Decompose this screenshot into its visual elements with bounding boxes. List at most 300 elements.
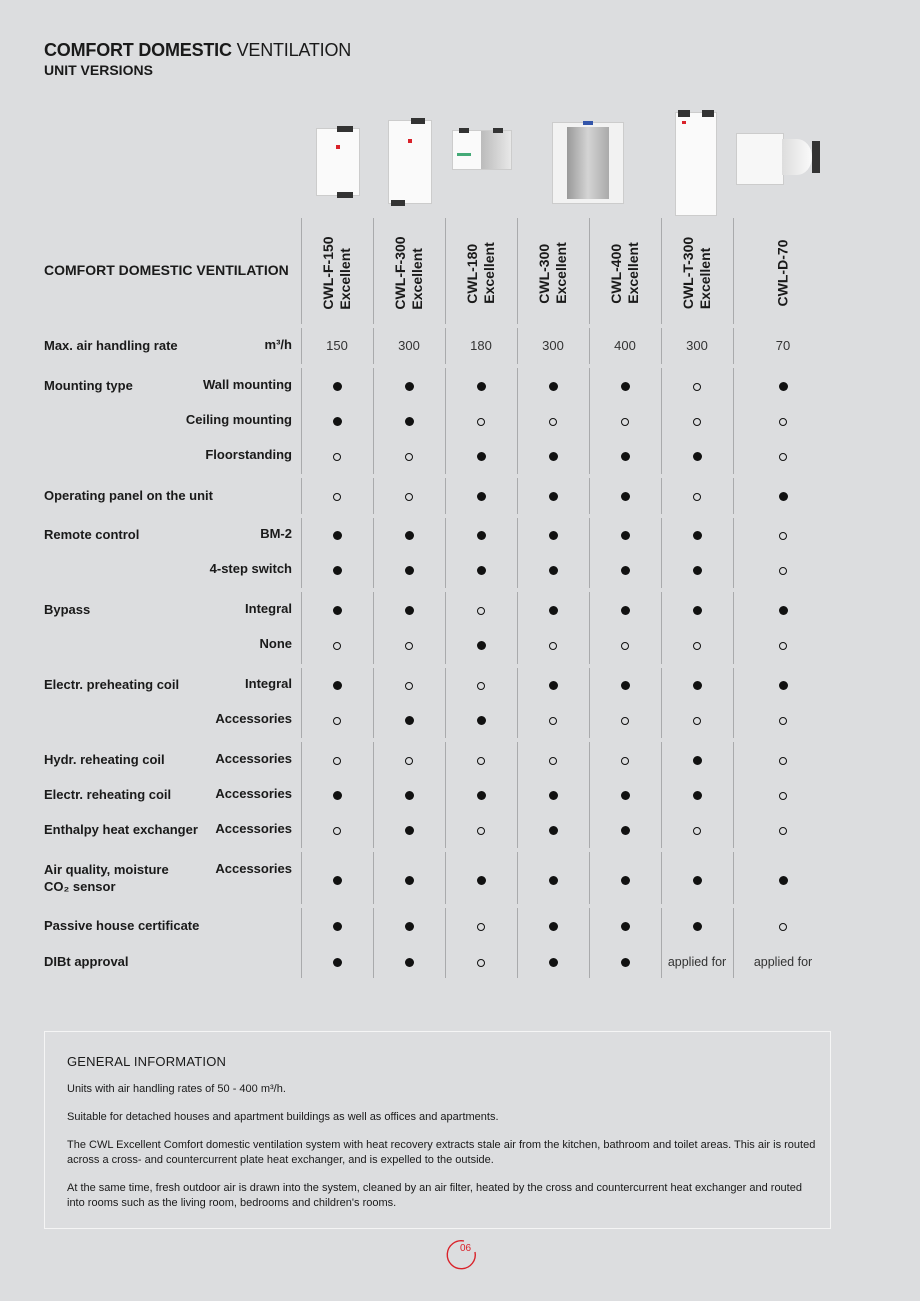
empty-dot-icon	[779, 532, 787, 540]
table-cell	[445, 601, 517, 618]
empty-dot-icon	[621, 642, 629, 650]
filled-dot-icon	[477, 791, 486, 800]
table-cell	[445, 751, 517, 768]
filled-dot-icon	[405, 417, 414, 426]
table-cell	[733, 917, 833, 934]
filled-dot-icon	[621, 791, 630, 800]
table-cell	[517, 601, 589, 618]
row-label-text: Electr. reheating coil	[44, 787, 172, 802]
empty-dot-icon	[693, 493, 701, 501]
table-cell	[373, 636, 445, 653]
table-cell	[661, 953, 733, 971]
empty-dot-icon	[779, 453, 787, 461]
row-sublabel: Accessories	[215, 821, 292, 836]
filled-dot-icon	[549, 492, 558, 501]
empty-dot-icon	[779, 757, 787, 765]
table-cell	[301, 377, 373, 394]
info-paragraph-1: Units with air handling rates of 50 - 400 m³/h.	[67, 1083, 286, 1095]
table-cell	[301, 636, 373, 653]
filled-dot-icon	[477, 531, 486, 540]
table-cell	[733, 412, 833, 429]
table-cell	[373, 337, 445, 354]
row-sublabel: Integral	[245, 676, 292, 691]
filled-dot-icon	[779, 606, 788, 615]
table-cell	[445, 676, 517, 693]
table-cell	[733, 786, 833, 803]
info-paragraph-2: Suitable for detached houses and apartment buildings as well as offices and apartments.	[67, 1111, 499, 1123]
table-cell	[589, 751, 661, 768]
cell-value: 180	[470, 338, 492, 353]
column-header-variant: Excellent	[481, 242, 497, 304]
table-cell	[445, 871, 517, 888]
filled-dot-icon	[621, 452, 630, 461]
filled-dot-icon	[549, 922, 558, 931]
empty-dot-icon	[333, 453, 341, 461]
row-sublabel: 4-step switch	[209, 561, 292, 576]
filled-dot-icon	[621, 382, 630, 391]
table-cell	[517, 953, 589, 970]
table-cell	[517, 676, 589, 693]
filled-dot-icon	[333, 958, 342, 967]
empty-dot-icon	[333, 642, 341, 650]
filled-dot-icon	[549, 826, 558, 835]
empty-dot-icon	[477, 682, 485, 690]
column-header-variant: Excellent	[337, 248, 353, 310]
row-label	[44, 786, 171, 803]
table-cell	[733, 337, 833, 354]
filled-dot-icon	[477, 452, 486, 461]
empty-dot-icon	[779, 923, 787, 931]
row-label-text: Mounting type	[44, 378, 133, 393]
row-label-text: Max. air handling rate	[44, 338, 178, 353]
filled-dot-icon	[549, 606, 558, 615]
filled-dot-icon	[333, 531, 342, 540]
empty-dot-icon	[779, 418, 787, 426]
row-label-text: Enthalpy heat exchanger	[44, 822, 198, 837]
filled-dot-icon	[333, 922, 342, 931]
table-cell	[373, 676, 445, 693]
table-cell	[589, 377, 661, 394]
table-cell	[733, 601, 833, 618]
row-label	[44, 953, 129, 970]
table-cell	[301, 487, 373, 504]
empty-dot-icon	[693, 717, 701, 725]
filled-dot-icon	[405, 958, 414, 967]
filled-dot-icon	[333, 566, 342, 575]
filled-dot-icon	[333, 791, 342, 800]
unit-image-cwl-300	[552, 122, 624, 204]
table-cell	[373, 561, 445, 578]
table-cell	[301, 871, 373, 888]
empty-dot-icon	[477, 607, 485, 615]
page-number-text: 06	[460, 1243, 472, 1254]
cell-value: applied for	[667, 955, 727, 969]
table-cell	[589, 447, 661, 464]
row-label-text: Electr. preheating coil	[44, 677, 180, 692]
table-cell	[301, 412, 373, 429]
column-header-cwl-t-300	[661, 218, 733, 328]
page-subtitle: UNIT VERSIONS	[44, 62, 153, 78]
column-header-model: CWL-F-150	[320, 236, 336, 310]
table-cell	[517, 487, 589, 504]
empty-dot-icon	[477, 827, 485, 835]
table-cell	[589, 821, 661, 838]
table-cell	[373, 953, 445, 970]
table-cell	[589, 953, 661, 970]
filled-dot-icon	[621, 531, 630, 540]
filled-dot-icon	[693, 531, 702, 540]
table-cell	[301, 953, 373, 970]
filled-dot-icon	[693, 681, 702, 690]
empty-dot-icon	[405, 453, 413, 461]
empty-dot-icon	[333, 757, 341, 765]
table-cell	[301, 821, 373, 838]
table-cell	[589, 337, 661, 354]
table-cell	[733, 711, 833, 728]
filled-dot-icon	[693, 791, 702, 800]
empty-dot-icon	[693, 642, 701, 650]
table-cell	[445, 487, 517, 504]
table-cell	[373, 711, 445, 728]
empty-dot-icon	[405, 682, 413, 690]
info-paragraph-3: The CWL Excellent Comfort domestic ventilation system with heat recovery extracts stale air from the kitchen, bathroom and toilet areas. This air is routed across a cross- and countercurrent plate heat exchanger, and is expelled to the outside.	[67, 1139, 816, 1166]
row-sublabel: Wall mounting	[202, 377, 292, 392]
filled-dot-icon	[621, 681, 630, 690]
table-cell	[661, 601, 733, 618]
table-cell	[445, 337, 517, 354]
filled-dot-icon	[549, 958, 558, 967]
table-cell	[373, 601, 445, 618]
table-cell	[301, 711, 373, 728]
row-label-text: Hydr. reheating coil	[44, 752, 165, 767]
cell-value: 150	[326, 338, 348, 353]
column-header-cwl-f-300	[373, 218, 445, 328]
table-cell	[445, 526, 517, 543]
table-cell	[661, 786, 733, 803]
empty-dot-icon	[477, 418, 485, 426]
table-cell	[661, 821, 733, 838]
table-cell	[661, 711, 733, 728]
row-label	[44, 377, 133, 394]
empty-dot-icon	[477, 757, 485, 765]
table-cell	[517, 377, 589, 394]
filled-dot-icon	[333, 417, 342, 426]
column-header-variant: Excellent	[553, 242, 569, 304]
row-label	[44, 917, 199, 934]
empty-dot-icon	[333, 827, 341, 835]
row-sublabel: Accessories	[215, 786, 292, 801]
page-title-light: VENTILATION	[231, 40, 352, 60]
table-cell	[517, 636, 589, 653]
row-sublabel: None	[259, 636, 292, 651]
filled-dot-icon	[549, 681, 558, 690]
table-cell	[373, 821, 445, 838]
filled-dot-icon	[621, 922, 630, 931]
empty-dot-icon	[549, 418, 557, 426]
table-cell	[589, 676, 661, 693]
cell-value: applied for	[753, 955, 813, 969]
table-cell	[733, 953, 833, 971]
empty-dot-icon	[779, 567, 787, 575]
row-label	[44, 526, 139, 543]
row-sublabel: m³/h	[264, 337, 292, 352]
filled-dot-icon	[621, 606, 630, 615]
table-cell	[661, 676, 733, 693]
filled-dot-icon	[477, 492, 486, 501]
table-cell	[733, 561, 833, 578]
filled-dot-icon	[333, 606, 342, 615]
table-cell	[373, 786, 445, 803]
table-cell	[301, 917, 373, 934]
column-header-cwl-d-70	[733, 218, 833, 328]
empty-dot-icon	[405, 642, 413, 650]
filled-dot-icon	[621, 826, 630, 835]
row-label	[44, 601, 90, 618]
table-cell	[517, 337, 589, 354]
table-cell	[733, 636, 833, 653]
table-cell	[733, 821, 833, 838]
filled-dot-icon	[693, 756, 702, 765]
empty-dot-icon	[779, 827, 787, 835]
filled-dot-icon	[333, 681, 342, 690]
table-cell	[517, 751, 589, 768]
table-cell	[445, 917, 517, 934]
filled-dot-icon	[333, 382, 342, 391]
table-cell	[733, 751, 833, 768]
table-cell	[733, 377, 833, 394]
table-cell	[301, 447, 373, 464]
table-cell	[445, 711, 517, 728]
column-header-model: CWL-D-70	[774, 239, 791, 307]
row-label	[44, 676, 179, 693]
table-cell	[661, 377, 733, 394]
filled-dot-icon	[779, 492, 788, 501]
table-cell	[661, 447, 733, 464]
filled-dot-icon	[693, 922, 702, 931]
row-label-text: Operating panel on the unit	[44, 488, 213, 503]
empty-dot-icon	[621, 757, 629, 765]
column-header-cwl-300	[517, 218, 589, 328]
filled-dot-icon	[779, 681, 788, 690]
table-cell	[517, 871, 589, 888]
table-cell	[301, 676, 373, 693]
filled-dot-icon	[405, 876, 414, 885]
table-cell	[301, 751, 373, 768]
table-cell	[517, 447, 589, 464]
cell-value: 300	[686, 338, 708, 353]
table-cell	[661, 636, 733, 653]
row-sublabel: BM-2	[260, 526, 292, 541]
table-cell	[733, 447, 833, 464]
filled-dot-icon	[405, 791, 414, 800]
table-title: COMFORT DOMESTIC VENTILATION	[44, 262, 289, 278]
table-cell	[445, 786, 517, 803]
table-cell	[373, 447, 445, 464]
row-label-text: Air quality, moisture	[44, 862, 169, 877]
empty-dot-icon	[693, 827, 701, 835]
table-cell	[589, 561, 661, 578]
filled-dot-icon	[549, 791, 558, 800]
filled-dot-icon	[477, 716, 486, 725]
filled-dot-icon	[405, 606, 414, 615]
filled-dot-icon	[405, 382, 414, 391]
filled-dot-icon	[693, 566, 702, 575]
page-title-bold: COMFORT DOMESTIC	[44, 40, 232, 60]
table-cell	[373, 412, 445, 429]
row-label	[44, 751, 165, 768]
table-cell	[661, 487, 733, 504]
filled-dot-icon	[477, 876, 486, 885]
filled-dot-icon	[549, 566, 558, 575]
table-cell	[589, 601, 661, 618]
table-cell	[733, 676, 833, 693]
column-header-cwl-180	[445, 218, 517, 328]
filled-dot-icon	[549, 531, 558, 540]
empty-dot-icon	[549, 642, 557, 650]
row-sublabel: Ceiling mounting	[185, 412, 292, 427]
general-information-box	[44, 1031, 831, 1229]
filled-dot-icon	[621, 566, 630, 575]
table-cell	[373, 751, 445, 768]
table-cell	[373, 526, 445, 543]
row-label-text-2: CO₂ sensor	[44, 879, 116, 894]
row-label	[44, 487, 213, 504]
table-cell	[661, 751, 733, 768]
table-cell	[301, 526, 373, 543]
table-cell	[661, 561, 733, 578]
table-cell	[445, 821, 517, 838]
table-cell	[661, 412, 733, 429]
row-label-text: Passive house certificate	[44, 918, 200, 933]
cell-value: 300	[398, 338, 420, 353]
table-cell	[445, 561, 517, 578]
filled-dot-icon	[549, 382, 558, 391]
row-label	[44, 821, 198, 838]
filled-dot-icon	[405, 566, 414, 575]
filled-dot-icon	[621, 492, 630, 501]
table-cell	[589, 636, 661, 653]
table-cell	[445, 377, 517, 394]
table-cell	[517, 917, 589, 934]
table-cell	[445, 412, 517, 429]
column-header-model: CWL-180	[464, 243, 480, 304]
filled-dot-icon	[693, 452, 702, 461]
empty-dot-icon	[693, 383, 701, 391]
row-label-text: Remote control	[44, 527, 140, 542]
row-sublabel: Floorstanding	[205, 447, 292, 462]
column-header-model: CWL-400	[608, 243, 624, 304]
table-cell	[589, 487, 661, 504]
table-cell	[733, 871, 833, 888]
page-number	[444, 1238, 478, 1272]
table-cell	[661, 337, 733, 354]
table-cell	[661, 871, 733, 888]
unit-image-cwl-180	[452, 130, 512, 170]
table-cell	[589, 412, 661, 429]
empty-dot-icon	[693, 418, 701, 426]
cell-value: 400	[614, 338, 636, 353]
table-cell	[589, 871, 661, 888]
table-cell	[445, 953, 517, 970]
row-sublabel: Accessories	[215, 751, 292, 766]
row-label	[44, 337, 178, 354]
row-sublabel: Accessories	[215, 861, 292, 876]
table-cell	[517, 711, 589, 728]
cell-value: 70	[775, 338, 791, 353]
filled-dot-icon	[549, 452, 558, 461]
column-header-model: CWL-300	[536, 243, 552, 304]
unit-image-cwl-f-300	[388, 120, 432, 204]
table-cell	[301, 601, 373, 618]
filled-dot-icon	[621, 958, 630, 967]
table-cell	[373, 377, 445, 394]
empty-dot-icon	[779, 717, 787, 725]
filled-dot-icon	[477, 641, 486, 650]
table-cell	[517, 786, 589, 803]
page-title	[44, 40, 351, 61]
table-cell	[517, 561, 589, 578]
empty-dot-icon	[621, 717, 629, 725]
unit-image-cwl-f-150	[316, 128, 360, 196]
cell-value: 300	[542, 338, 564, 353]
empty-dot-icon	[549, 757, 557, 765]
row-label	[44, 861, 169, 895]
table-cell	[373, 487, 445, 504]
column-header-variant: Excellent	[697, 247, 713, 310]
table-cell	[373, 871, 445, 888]
filled-dot-icon	[477, 566, 486, 575]
table-cell	[589, 711, 661, 728]
filled-dot-icon	[621, 876, 630, 885]
filled-dot-icon	[477, 382, 486, 391]
table-cell	[517, 412, 589, 429]
table-cell	[301, 337, 373, 354]
empty-dot-icon	[621, 418, 629, 426]
table-cell	[733, 487, 833, 504]
table-cell	[661, 526, 733, 543]
table-cell	[301, 786, 373, 803]
table-cell	[445, 636, 517, 653]
table-cell	[589, 917, 661, 934]
table-cell	[373, 917, 445, 934]
filled-dot-icon	[779, 876, 788, 885]
empty-dot-icon	[405, 493, 413, 501]
table-cell	[301, 561, 373, 578]
filled-dot-icon	[405, 531, 414, 540]
column-header-model: CWL-F-300	[392, 236, 408, 310]
table-cell	[661, 917, 733, 934]
empty-dot-icon	[779, 792, 787, 800]
empty-dot-icon	[333, 493, 341, 501]
empty-dot-icon	[477, 923, 485, 931]
filled-dot-icon	[693, 876, 702, 885]
filled-dot-icon	[405, 826, 414, 835]
table-cell	[517, 526, 589, 543]
row-sublabel: Integral	[245, 601, 292, 616]
filled-dot-icon	[779, 382, 788, 391]
table-cell	[589, 786, 661, 803]
table-cell	[445, 447, 517, 464]
column-header-cwl-400	[589, 218, 661, 328]
empty-dot-icon	[405, 757, 413, 765]
empty-dot-icon	[477, 959, 485, 967]
filled-dot-icon	[549, 876, 558, 885]
filled-dot-icon	[333, 876, 342, 885]
filled-dot-icon	[405, 716, 414, 725]
table-cell	[733, 526, 833, 543]
table-cell	[517, 821, 589, 838]
empty-dot-icon	[779, 642, 787, 650]
